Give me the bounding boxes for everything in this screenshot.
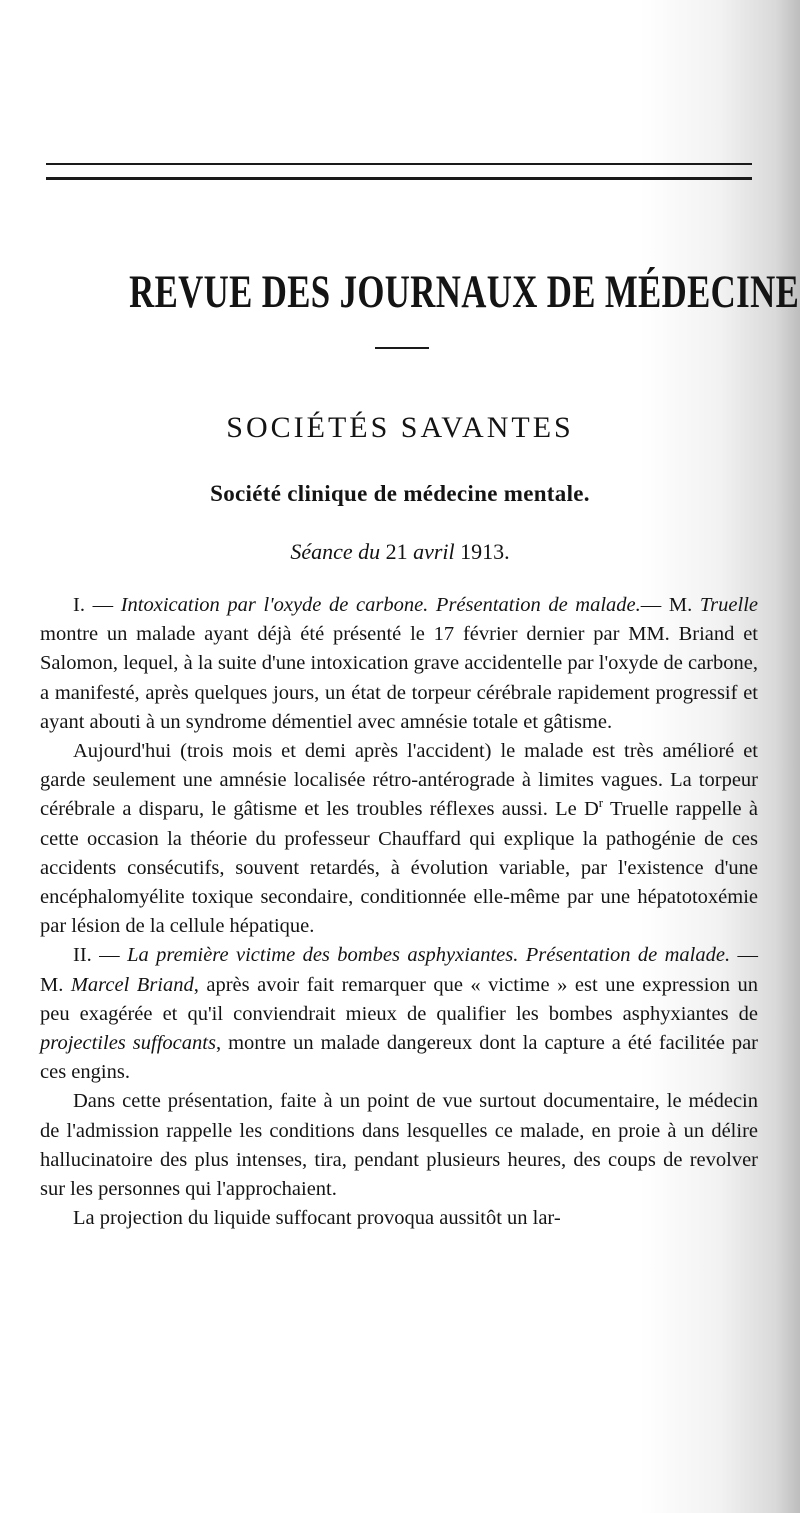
paragraph-3	[40, 941, 758, 1087]
item-dash: — M.	[40, 944, 759, 996]
paragraph-text: Aujourd'hui (trois mois et demi après l'accident) le malade est très amélioré et garde seulement une amnésie localisée rétro-antérograde à limites vagues. La torpeur cérébrale a disparu, le gâtisme et les troubles réflexes aussi. Le D	[40, 740, 758, 821]
article-body	[40, 591, 758, 1233]
header-rule-thin	[46, 163, 752, 165]
society-heading: Société clinique de médecine mentale.	[210, 481, 590, 506]
item-title: La première victime des bombes asphyxiantes. Présentation de malade.	[127, 944, 731, 967]
paragraph-text: , montre un malade dangereux dont la capture a été facilitée par ces engins.	[40, 1032, 759, 1084]
header-rule-thick	[46, 177, 752, 180]
session-month: avril	[413, 539, 455, 564]
author-name: Truelle	[699, 594, 758, 616]
paragraph-text: montre un malade ayant déjà été présenté le 17 février dernier par MM. Briand et Salomon, lequel, à la suite d'une intoxication grave accidentelle par l'oxyde de carbone, a manifesté, après quelques jours, un état de torpeur cérébrale rapidement progressif et ayant abouti à un syndrome démentiel avec amnésie totale et gâtisme.	[40, 623, 758, 733]
item-title: Intoxication par l'oxyde de carbone. Présentation de malade.	[120, 594, 641, 616]
section-heading: SOCIÉTÉS SAVANTES	[226, 411, 574, 444]
journal-section-title: REVUE DES JOURNAUX DE MÉDECINE	[129, 266, 800, 318]
item-dash: — M.	[640, 594, 700, 616]
session-day: 21	[385, 539, 408, 564]
paragraph-text: , après avoir fait remarquer que « victime » est une expression un peu exagérée et qu'il conviendrait mieux de qualifier les bombes asphyxiantes de	[40, 973, 758, 1025]
session-label: Séance du	[290, 539, 381, 564]
session-year: 1913.	[460, 539, 510, 564]
superscript: r	[598, 795, 604, 811]
paragraph-1	[40, 591, 758, 737]
item-number: I. —	[73, 594, 121, 616]
paragraph-2	[40, 737, 758, 941]
paragraph-4: Dans cette présentation, faite à un point de vue surtout documentaire, le médecin de l'admission rappelle les conditions dans lesquelles ce malade, en proie à un délire hallucinatoire des plus intenses, tira, pendant plusieurs heures, des coups de revolver sur les personnes qui l'approchaient.	[40, 1090, 758, 1201]
session-date	[170, 536, 630, 568]
italic-term: projectiles suffocants	[40, 1032, 216, 1055]
title-divider	[375, 347, 429, 349]
author-name: Marcel Briand	[70, 973, 194, 996]
paragraph-5: La projection du liquide suffocant provoqua aussitôt un lar-	[73, 1207, 561, 1230]
paragraph-text: Truelle rappelle à cette occasion la théorie du professeur Chauffard qui explique la pathogénie de ces accidents consécutifs, souvent retardés, à évolution variable, par l'existence d'une encéphalomyélite toxique secondaire, conditionnée elle-même par une hépatotoxémie par lésion de la cellule hépatique.	[40, 798, 758, 938]
item-number: II. —	[73, 944, 128, 967]
